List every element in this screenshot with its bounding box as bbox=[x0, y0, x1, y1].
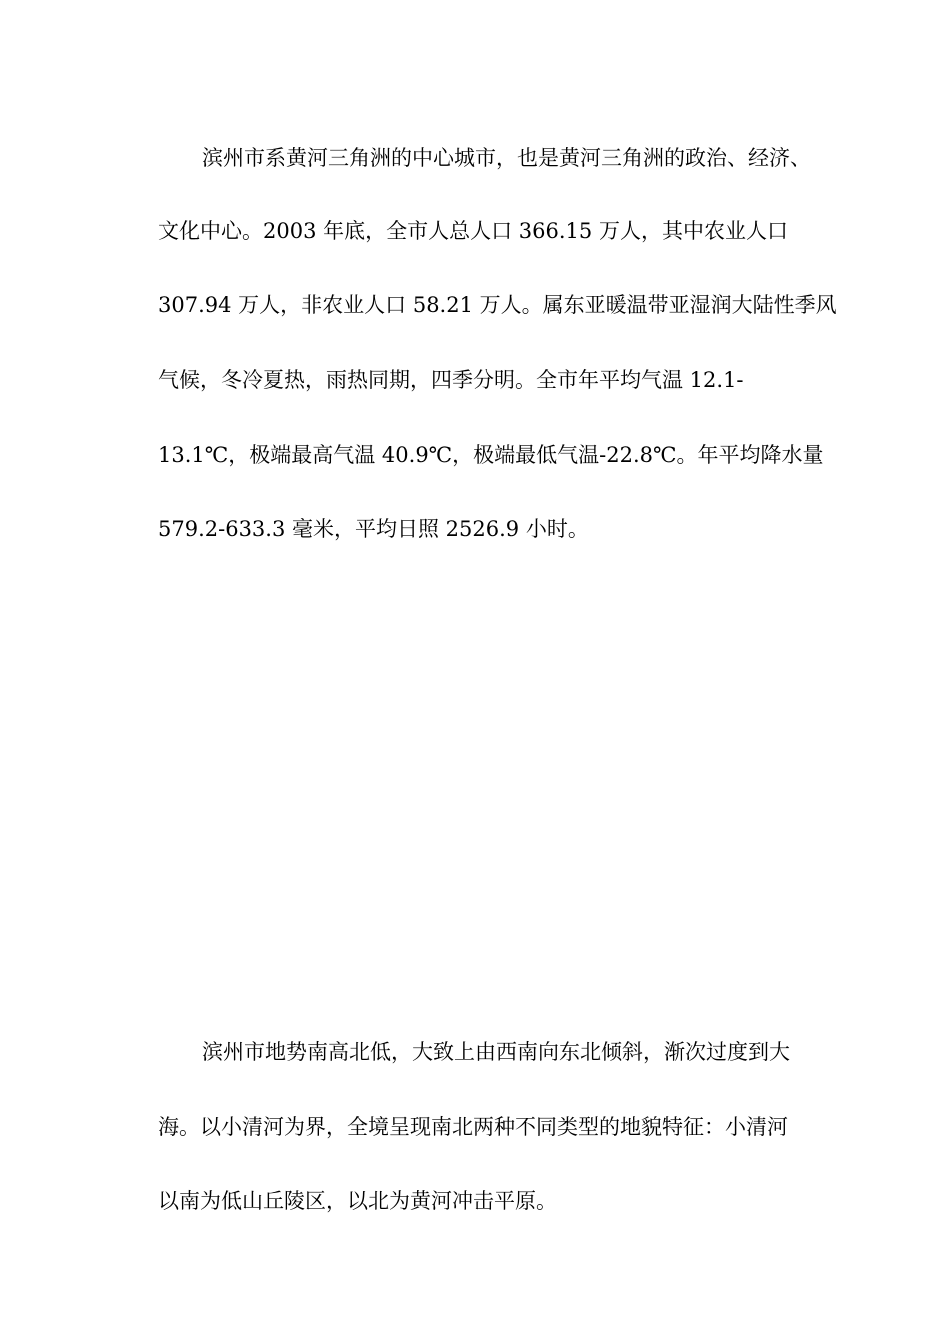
paragraph-line: 579.2-633.3 毫米，平均日照 2526.9 小时。 bbox=[158, 517, 589, 541]
paragraph-line: 滨州市地势南高北低，大致上由西南向东北倾斜，渐次过度到大 bbox=[202, 1040, 790, 1064]
paragraph-line: 海。以小清河为界，全境呈现南北两种不同类型的地貌特征：小清河 bbox=[158, 1115, 788, 1139]
paragraph-line: 以南为低山丘陵区，以北为黄河冲击平原。 bbox=[158, 1189, 557, 1213]
paragraph-line: 滨州市系黄河三角洲的中心城市，也是黄河三角洲的政治、经济、 bbox=[202, 146, 811, 170]
paragraph-line: 13.1℃，极端最高气温 40.9℃，极端最低气温-22.8℃。年平均降水量 bbox=[158, 443, 824, 467]
paragraph-line: 气候，冬冷夏热，雨热同期，四季分明。全市年平均气温 12.1- bbox=[158, 368, 744, 392]
paragraph-line: 307.94 万人，非农业人口 58.21 万人。属东亚暖温带亚湿润大陆性季风 bbox=[158, 293, 837, 317]
paragraph-line: 文化中心。2003 年底，全市人总人口 366.15 万人，其中农业人口 bbox=[158, 219, 788, 243]
